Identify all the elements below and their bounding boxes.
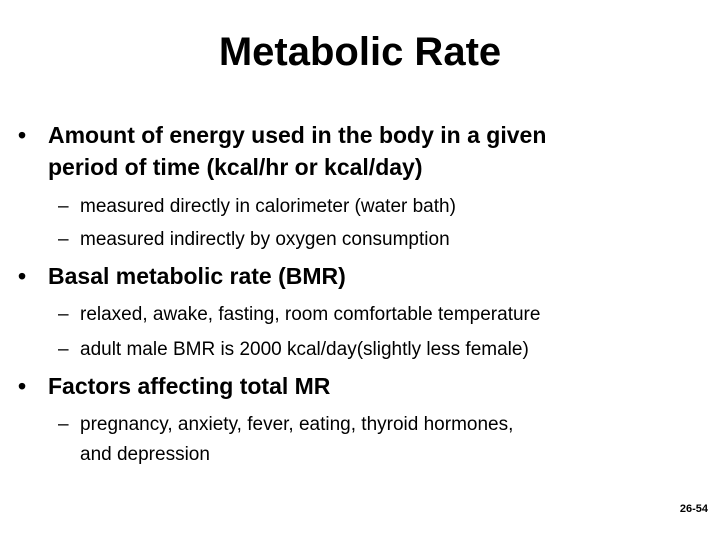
sub-bullet-marker: – [58,229,69,250]
bullet-marker: • [18,263,27,289]
sub-bullet-text: pregnancy, anxiety, fever, eating, thyroid hormones, and depression [80,414,514,465]
bullet-text: Basal metabolic rate (BMR) [48,263,346,289]
bullet-item [18,370,708,402]
bullet-item [18,260,708,292]
sub-bullet-item [58,335,718,365]
slide-title: Metabolic Rate [218,30,502,74]
sub-bullet-text: measured directly in calorimeter (water bath) [80,196,456,217]
sub-bullet-item [58,225,718,255]
sub-bullet-text: measured indirectly by oxygen consumption [80,229,450,250]
sub-bullet-item [58,410,718,470]
bullet-text: Amount of energy used in the body in a given period of time (kcal/hr or kcal/day) [48,122,547,180]
bullet-marker: • [18,122,27,148]
bullet-item [18,119,708,183]
bullet-marker: • [18,373,27,399]
sub-bullet-item [58,300,718,330]
sub-bullet-text: relaxed, awake, fasting, room comfortable temperature [80,304,541,325]
sub-bullet-text: adult male BMR is 2000 kcal/day(slightly less female) [80,339,529,360]
sub-bullet-marker: – [58,339,69,360]
sub-bullet-marker: – [58,304,69,325]
sub-bullet-marker: – [58,196,69,217]
sub-bullet-marker: – [58,414,69,435]
bullet-text: Factors affecting total MR [48,373,331,399]
page-number: 26-54 [679,503,708,515]
sub-bullet-item [58,192,718,222]
